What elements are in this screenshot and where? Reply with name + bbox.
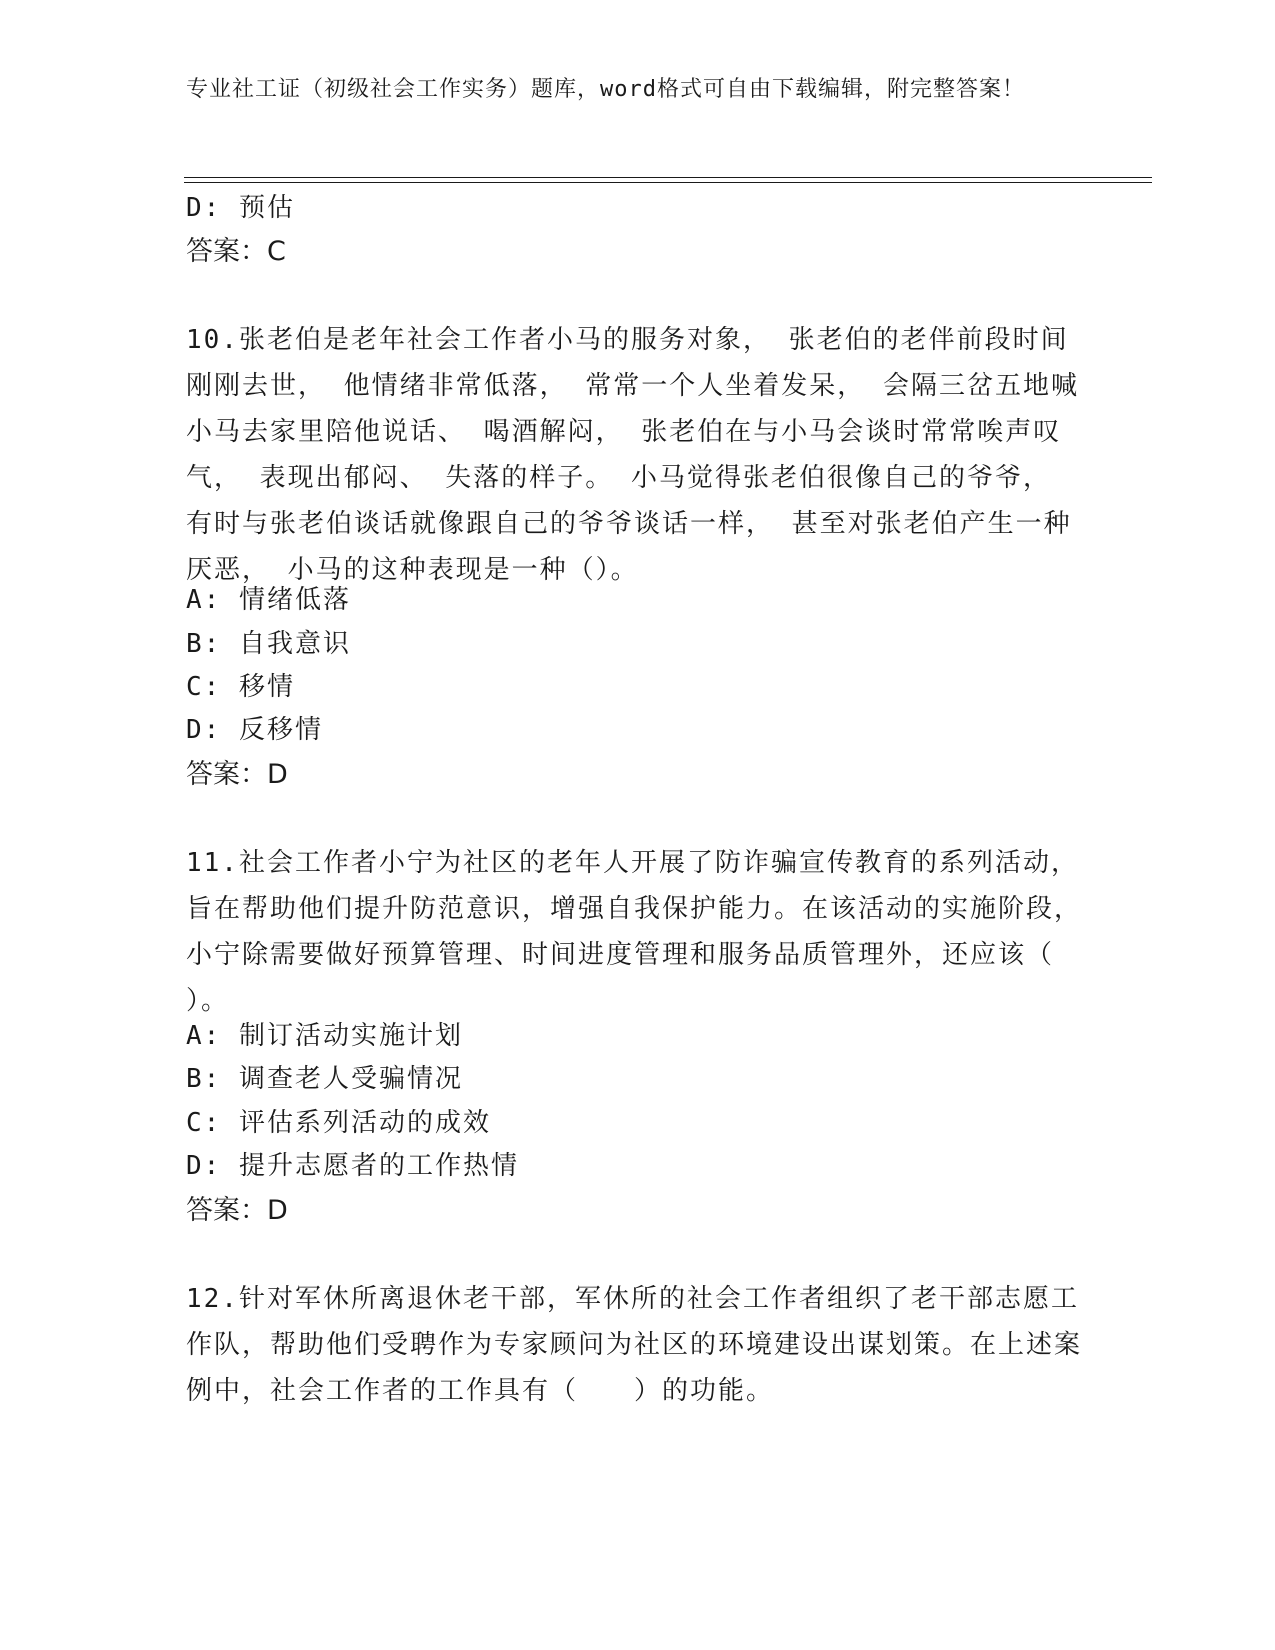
header-rule-top (184, 177, 1152, 178)
q11-text: 11.社会工作者小宁为社区的老年人开展了防诈骗宣传教育的系列活动，旨在帮助他们提升防范意识，增强自我保护能力。在该活动的实施阶段，小宁除需要做好预算管理、时间进度管理和服务品质管理外，还应该（ ）。 (186, 848, 1083, 1016)
q10-option-a: A: 情绪低落 (186, 585, 351, 615)
q11-option-c: C: 评估系列活动的成效 (186, 1108, 491, 1138)
q11-option-b: B: 调查老人受骗情况 (186, 1064, 463, 1094)
page-header: 专业社工证（初级社会工作实务）题库，word格式可自由下载编辑，附完整答案！ (186, 77, 1025, 102)
q10-text: 10.张老伯是老年社会工作者小马的服务对象， 张老伯的老伴前段时间刚刚去世， 他情绪非常低落， 常常一个人坐着发呆， 会隔三岔五地喊小马去家里陪他说话、 喝酒解闷， 张老伯在与小马会谈时常常唉声叹气， 表现出郁闷、 失落的样子。 小马觉得张老伯很像自己的爷爷， 有时与张老伯谈话就像跟自己的爷爷谈话一样， 甚至对张老伯产生一种厌恶， 小马的这种表现是一种（）。 (186, 325, 1079, 585)
header-rule-bottom (184, 182, 1152, 183)
prev-option-d: D: 预估 (186, 193, 295, 223)
q10-option-d: D: 反移情 (186, 715, 323, 745)
q12-text: 12.针对军休所离退休老干部，军休所的社会工作者组织了老干部志愿工作队，帮助他们受聘作为专家顾问为社区的环境建设出谋划策。在上述案例中，社会工作者的工作具有（ ）的功能。 (186, 1284, 1083, 1406)
q10-option-c: C: 移情 (186, 672, 295, 702)
q11-option-d: D: 提升志愿者的工作热情 (186, 1151, 519, 1181)
q11-answer: 答案：D (186, 1195, 288, 1226)
q11-option-a: A: 制订活动实施计划 (186, 1021, 463, 1051)
q10-option-b: B: 自我意识 (186, 629, 351, 659)
q10-answer: 答案：D (186, 759, 288, 790)
prev-answer: 答案：C (186, 236, 286, 267)
